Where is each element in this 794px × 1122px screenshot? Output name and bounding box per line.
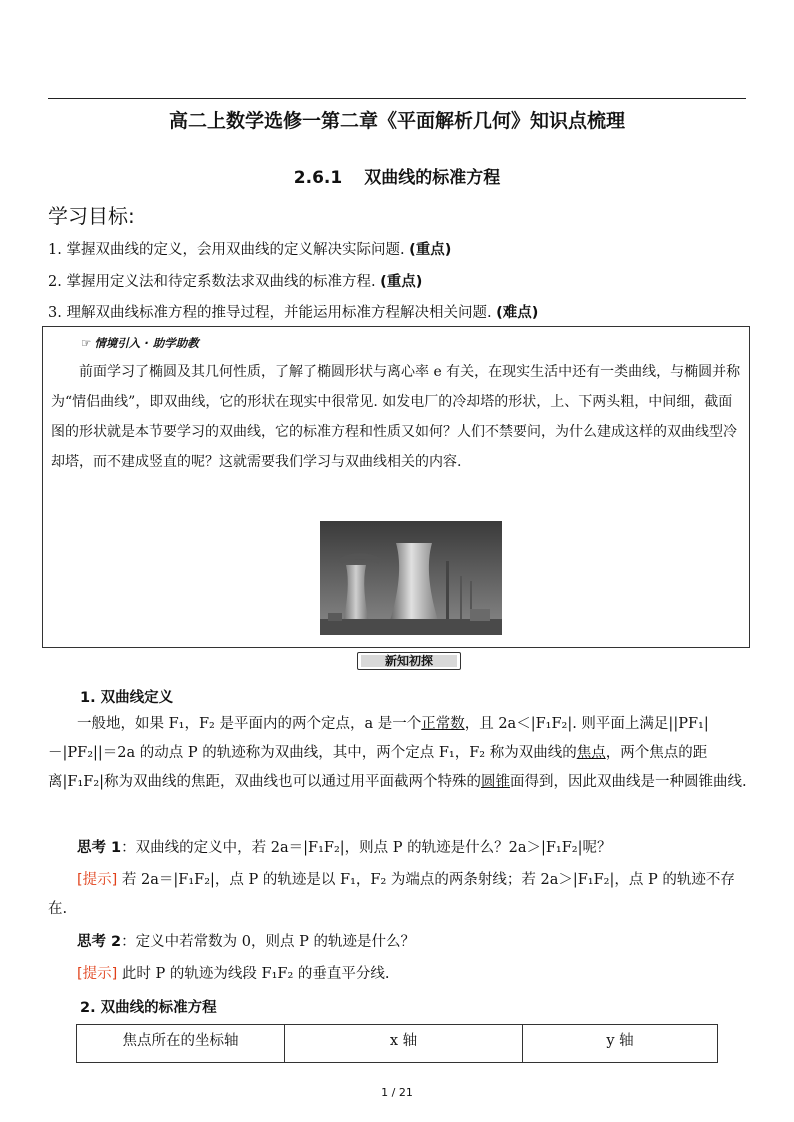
intro-box [42, 326, 750, 648]
goal-item [48, 238, 451, 259]
table-cell: x 轴 [285, 1025, 523, 1063]
badge-label: 新知初探 [361, 655, 457, 667]
goal-tag: (重点) [380, 274, 423, 290]
page-number: 1 / 21 [381, 1086, 413, 1099]
think-text: ：定义中若常数为 0，则点 P 的轨迹是什么？ [121, 934, 415, 950]
hint-2 [48, 960, 748, 989]
hint-label: [提示] [77, 966, 118, 982]
think-2 [48, 928, 748, 957]
equation-table [76, 1024, 718, 1063]
think-1 [48, 834, 748, 863]
definition-paragraph [48, 710, 748, 797]
standard-equation-heading: 2. 双曲线的标准方程 [80, 1000, 217, 1016]
goal-tag: (重点) [409, 242, 452, 258]
intro-tag-text: 情境引入 · 助学助教 [94, 336, 199, 350]
underlined-term: 正常数 [421, 716, 465, 732]
intro-tag [81, 335, 199, 351]
goal-item [48, 301, 538, 322]
text-run: ，且 2a＜|F₁F₂|. 则平面上满足||PF₁|－|PF₂||＝2a 的动点 P 的轨迹称为双曲线，其中，两个定点 F₁，F₂ 称为双曲线的 [48, 716, 709, 761]
section-name: 双曲线的标准方程 [364, 168, 501, 188]
goal-item [48, 270, 422, 291]
cooling-tower-photo [320, 521, 502, 635]
text-run: ，两个焦点的距离|F₁F₂|称为双曲线的焦距，双曲线也可以通过用平面截两个特殊的 [48, 745, 708, 790]
section-title [0, 163, 794, 188]
section-number: 2.6.1 [293, 168, 343, 188]
hint-text: 此时 P 的轨迹为线段 F₁F₂ 的垂直平分线. [117, 966, 390, 982]
underlined-term: 圆锥 [481, 774, 511, 790]
pointing-hand-icon: ☞ [81, 336, 92, 350]
goal-text: 2. 掌握用定义法和待定系数法求双曲线的标准方程. [48, 274, 381, 290]
document-title: 高二上数学选修一第二章《平面解析几何》知识点梳理 [168, 110, 625, 132]
hint-1 [48, 866, 748, 924]
goals-heading: 学习目标: [48, 204, 135, 228]
table-cell: 焦点所在的坐标轴 [77, 1025, 285, 1063]
table-cell: y 轴 [523, 1025, 718, 1063]
hint-text: 若 2a＝|F₁F₂|，点 P 的轨迹是以 F₁，F₂ 为端点的两条射线；若 2a＞|F₁F₂|，点 P 的轨迹不存在. [48, 872, 735, 917]
definition-heading: 1. 双曲线定义 [80, 690, 174, 706]
underlined-term: 焦点 [576, 745, 606, 761]
think-label: 思考 1 [77, 840, 122, 856]
header-rule [48, 98, 746, 99]
hint-label: [提示] [77, 872, 118, 888]
think-label: 思考 2 [77, 934, 122, 950]
goal-text: 1. 掌握双曲线的定义，会用双曲线的定义解决实际问题. [48, 242, 410, 258]
goal-text: 3. 理解双曲线标准方程的推导过程，并能运用标准方程解决相关问题. [48, 305, 497, 321]
text-run: 面得到，因此双曲线是一种圆锥曲线. [510, 774, 747, 790]
think-text: ：双曲线的定义中，若 2a＝|F₁F₂|，则点 P 的轨迹是什么？2a＞|F₁F₂|呢？ [121, 840, 612, 856]
goal-tag: (难点) [496, 305, 539, 321]
new-knowledge-badge [357, 652, 461, 670]
intro-text: 前面学习了椭圆及其几何性质，了解了椭圆形状与离心率 e 有关，在现实生活中还有一类曲线，与椭圆并称为“情侣曲线”，即双曲线，它的形状在现实中很常见. 如发电厂的冷却塔的形状，上、下两头粗，中间细，截面图的形状就是本节要学习的双曲线，它的标准方程和性质又如何？人们不禁要问，为什么建成这样的双曲线型冷却塔，而不建成竖直的呢？这就需要我们学习与双曲线相关的内容. [51, 364, 741, 470]
text-run: 一般地，如果 F₁，F₂ 是平面内的两个定点，a 是一个 [77, 716, 422, 732]
table-row [77, 1025, 718, 1063]
